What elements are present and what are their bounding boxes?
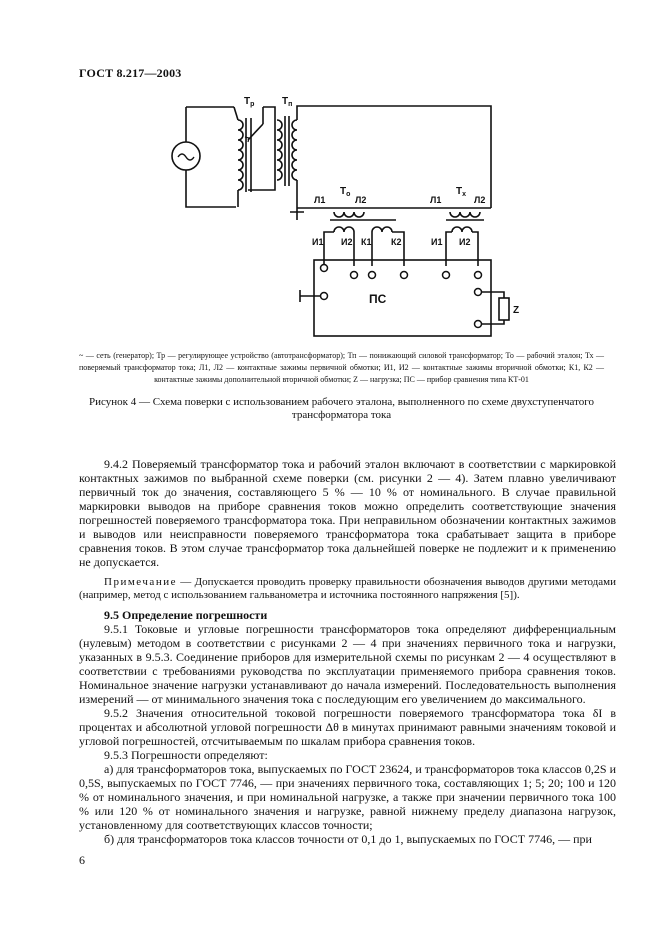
label-l2-to: Л2 [355,195,367,205]
label-i1-tx: И1 [431,237,443,247]
to-primary-coil [334,212,364,217]
paragraph-9-5-1: 9.5.1 Токовые и угловые погрешности трансформаторов тока определяют дифференциальным (нулевым) методом в соответствии с рисунками 2 — 4 при значениях первичного тока и нагрузки, указанных в 9.5.3. Соединение приборов для измерительной схемы по рисункам 2 — 4 осуществляют в соответствии с требованиями руководства по эксплуатации применяемого прибора сравнения токов. Номинальное значение нагрузки устанавливают до начала измерений. Последовательность выполнения измерений — от минимального значения тока с последующим его увеличением до максимального. [79,622,616,706]
label-k2: К2 [391,237,402,247]
paragraph-9-4-2: 9.4.2 Поверяемый трансформатор тока и рабочий эталон включают в соответствии с маркировкой контактных зажимов по выбранной схеме поверки (см. рисунки 2 — 4). Затем плавно увеличивают первичный ток до значения, составляющего 5 % — 10 % от номинального. В случае правильной маркировки выводов на приборе сравнения токов можно определить соответствующие значения погрешностей поверяемого трансформатора тока. При неправильном обозначении контактных зажимов и выводов или неисправности поверяемого трансформатора тока срабатывает защита в приборе сравнения токов. В этом случае трансформатор тока дальнейшей поверке не подлежит и к применению не допускается. [79,457,616,569]
paragraph-9-5-3-b: б) для трансформаторов тока классов точности от 0,1 до 1, выпускаемых по ГОСТ 7746, — при [104,832,592,846]
label-l1-tx: Л1 [430,195,442,205]
section-9-5-title: 9.5 Определение погрешности [104,608,268,622]
label-tp: $Т_п$ [282,96,293,108]
note-text: — Допускается проводить проверку правильности обозначения выводов другими методами (например, метод с использованием гальванометра и источника постоянного напряжения [5]). [79,576,616,601]
label-tx: $Т_х$ [456,186,467,198]
label-i2-to: И2 [341,237,353,247]
power-transformer-secondary-coil [292,120,297,180]
terminal-circle [351,272,358,279]
to-secondary-coil-2 [372,227,392,232]
label-i2-tx: И2 [459,237,471,247]
label-l2-tx: Л2 [474,195,486,205]
terminal-circle [475,272,482,279]
terminal-circle [443,272,450,279]
terminal-circle [369,272,376,279]
paragraph-9-5-3-a: а) для трансформаторов тока, выпускаемых по ГОСТ 23624, и трансформаторов тока классов 0,2S и 0,5S, выпускаемых по ГОСТ 7746, — при значениях первичного тока, составляющих 1; 5; 20; 100 и 120 % от номинального значения, и при номинальной нагрузке, а также при значении первичного тока 100 % или 120 % от номинального значения и нагрузке, равной нижнему пределу диапазона нагрузок, установленному для соответствующих классов точности; [79,762,616,832]
ground-symbol [290,212,304,220]
tx-primary-coil [450,212,480,217]
page-number: 6 [79,853,85,867]
document-header: ГОСТ 8.217—2003 [79,66,182,80]
autotransformer-output-wire [248,107,275,190]
load-z-label: Z [513,305,520,316]
label-i1-to: И1 [312,237,324,247]
terminal-circle [321,293,328,300]
paragraph-9-5-3: 9.5.3 Погрешности определяют: [104,748,268,762]
label-k1: К1 [361,237,372,247]
note-paragraph [79,576,616,602]
figure-caption: Рисунок 4 — Схема поверки с использованием рабочего эталона, выполненного по схеме двухступенчатого трансформатора тока [88,396,595,421]
terminal-circle [475,321,482,328]
terminal-circle [321,265,328,272]
paragraph-9-5-2: 9.5.2 Значения относительной токовой погрешности поверяемого трансформатора тока δI в процентах и абсолютной угловой погрешности Δθ в минутах принимают равными значениям токовой и угловой погрешностей, отсчитываемым по шкалам прибора сравнения токов. [79,706,616,748]
label-l1-to: Л1 [314,195,326,205]
tx-secondary-coil [452,227,472,232]
label-to: $Т_о$ [340,186,351,198]
comparator-label: ПС [369,292,387,306]
to-secondary-coil-1 [334,227,354,232]
load-z-resistor [499,298,509,320]
terminal-circle [475,289,482,296]
power-transformer-primary-coil [277,120,282,180]
note-label: Примечание [104,576,177,588]
figure-4-circuit-diagram [0,0,661,350]
terminal-circle [401,272,408,279]
figure-legend: ~ — сеть (генератор); Тр — регулирующее устройство (автотрансформатор); Тп — понижающий силовой трансформатор; То — рабочий эталон; Тх — поверяемый трансформатор тока; Л1, Л2 — контактные зажимы первичной обмотки; И1, И2 — контактные зажимы вторичной обмотки; К1, К2 — контактные зажимы дополнительной вторичной обмотки; Z — нагрузка; ПС — прибор сравнения типа КТ-01 [79,351,604,384]
label-tr: $Т_р$ [244,96,255,108]
autotransformer-coil [238,120,243,190]
